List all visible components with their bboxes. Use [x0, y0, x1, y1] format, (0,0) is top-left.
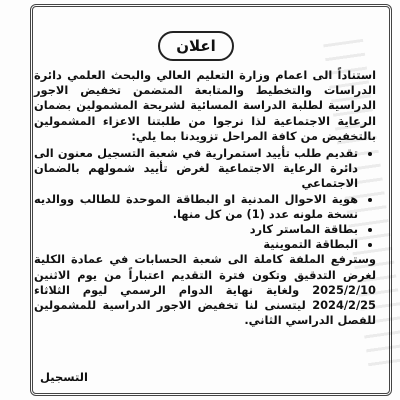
requirement-item: • البطاقة التموينية [34, 237, 358, 252]
notice-title-text: اعلان [176, 37, 216, 55]
intro-paragraph: استناداً الى اعمام وزارة التعليم العالي والبحث العلمي دائرة الدراسات والتخطيط والمتابعة المتضمن تخفيض الاجور الدراسية لطلبة الدراسة المسائية لشريحة المشمولين بضمان الرعاية الاجتماعية لذا نرجوا من طلبتنا الاعزاء المشمولين بالتخفيض من كافة المراحل تزويدنا بما يلي: [34, 68, 376, 143]
notice-title [158, 31, 234, 61]
requirements-list [34, 146, 376, 252]
requirement-item: • بطاقة الماستر كارد [34, 222, 358, 237]
requirement-item: • هوية الاحوال المدنية او البطاقة الموحدة للطالب ووالديه نسخة ملونه عدد (1) من كل منها. [34, 192, 358, 222]
notice-body [34, 68, 376, 328]
requirement-item: • تقديم طلب تأييد استمرارية في شعبة التسجيل معنون الى دائرة الرعاية الاجتماعية لغرض تأييد شمولهم بالضمان الاجتماعي [34, 146, 358, 192]
signature: التسجيل [40, 370, 88, 384]
closing-paragraph: وسترفع الملفة كاملة الى شعبة الحسابات في عمادة الكلية لغرض التدقيق وتكون فترة التقديم اعتباراً من يوم الاثنين 2025/2/10 ولغاية نهاية الدوام الرسمي ليوم الثلاثاء 2024/2/25 ليتسنى لنا تخفيض الاجور الدراسية للمشمولين للفصل الدراسي الثاني. [34, 252, 376, 328]
